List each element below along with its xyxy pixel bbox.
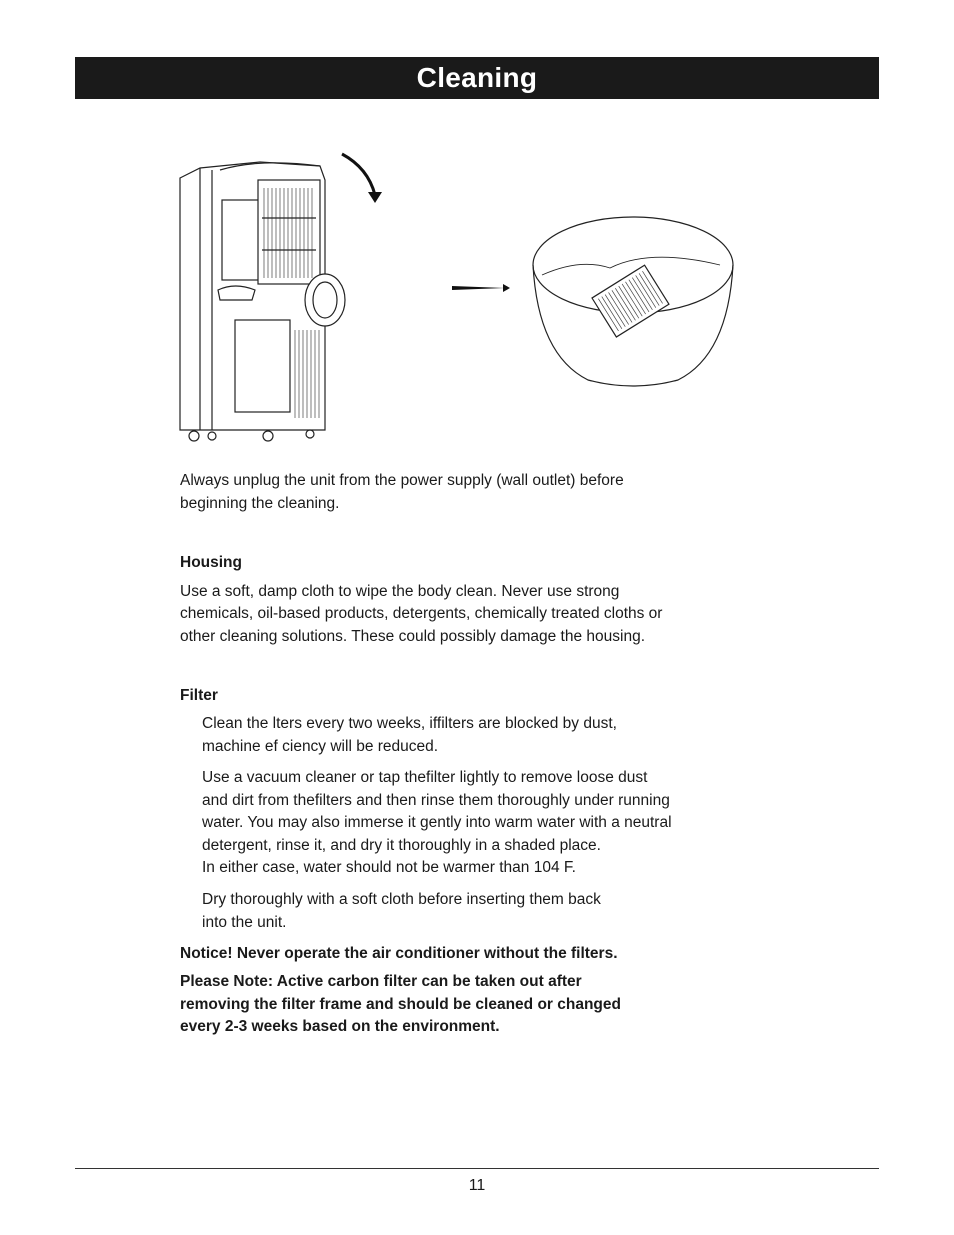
filter-line: Use a vacuum cleaner or tap thefilter lightly to remove loose dust — [202, 769, 648, 786]
housing-line: Use a soft, damp cloth to wipe the body clean. Never use strong — [180, 582, 620, 600]
intro-line: beginning the cleaning. — [180, 494, 340, 512]
filter-heading-block — [180, 685, 218, 708]
filter-line: into the unit. — [202, 913, 287, 931]
please-note-line: removing the filter frame and should be cleaned or changed — [180, 995, 621, 1013]
air-conditioner-icon — [180, 162, 345, 441]
intro-line: Always unplug the unit from the power supply (wall outlet) before — [180, 472, 624, 489]
filter-line: Dry thoroughly with a soft cloth before inserting them back — [202, 891, 601, 908]
please-note-block — [180, 971, 621, 1039]
filter-line: machine ef ciency will be reduced. — [202, 737, 439, 755]
filter-paragraph-1 — [202, 713, 617, 758]
filter-line: and dirt from thefilters and then rinse them thoroughly under running — [202, 791, 670, 809]
basin-icon — [533, 217, 733, 386]
housing-heading: Housing — [180, 554, 242, 571]
filter-paragraph-2 — [202, 767, 672, 880]
please-note-line: Please Note: Active carbon filter can be taken out after — [180, 973, 582, 990]
please-note-line: every 2-3 weeks based on the environment. — [180, 1018, 500, 1035]
filter-paragraph-3 — [202, 889, 601, 934]
housing-line: chemicals, oil-based products, detergents, chemically treated cloths or — [180, 605, 663, 622]
notice-text: Notice! Never operate the air conditioner without the filters. — [180, 945, 618, 962]
page-title: Cleaning — [416, 62, 538, 93]
title-bar — [75, 57, 879, 99]
intro-paragraph — [180, 470, 624, 515]
filter-heading: Filter — [180, 687, 218, 704]
housing-line: other cleaning solutions. These could possibly damage the housing. — [180, 627, 646, 645]
filter-line: detergent, rinse it, and dry it thoroughly in a shaded place. — [202, 836, 601, 854]
filter-line: In either case, water should not be warmer than 104 F. — [202, 859, 576, 876]
filter-line: water. You may also immerse it gently into warm water with a neutral — [202, 814, 672, 831]
curved-arrow-icon — [342, 154, 382, 203]
housing-section — [180, 552, 662, 648]
right-arrow-icon — [452, 284, 510, 292]
filter-line: Clean the lters every two weeks, iffilters are blocked by dust, — [202, 715, 617, 732]
page-number: 11 — [468, 1177, 486, 1194]
footer-divider — [75, 1168, 879, 1169]
cleaning-illustration — [160, 140, 780, 450]
notice-block — [180, 943, 618, 966]
